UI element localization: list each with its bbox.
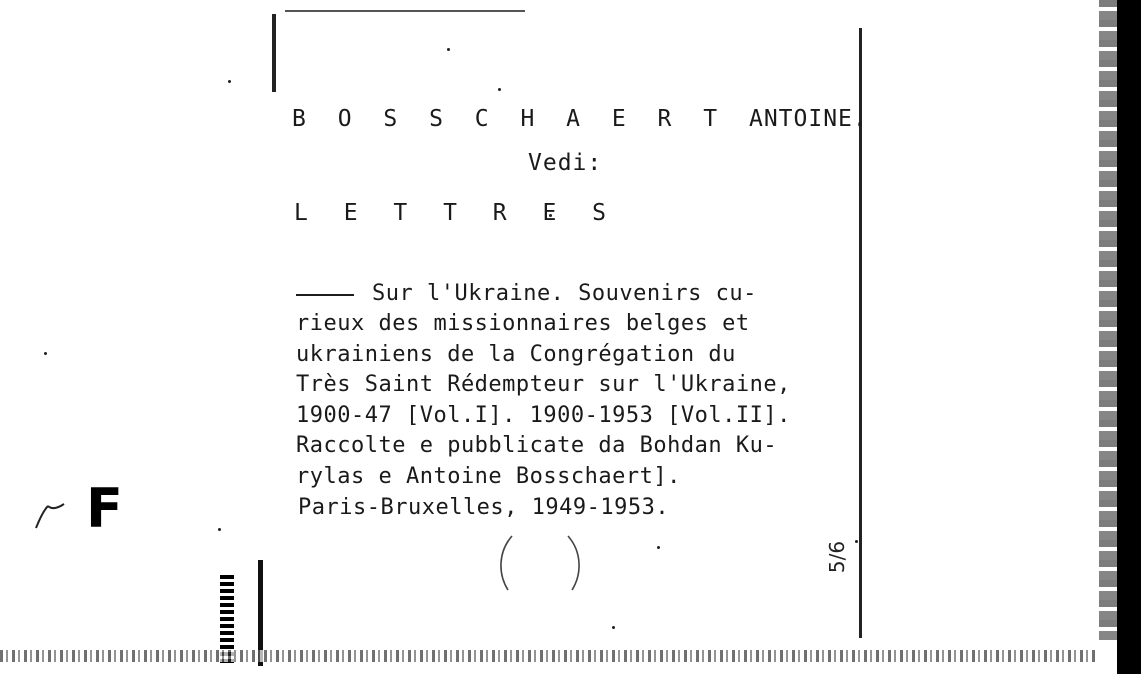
imprint-line: Paris-Bruxelles, 1949-1953. [298, 495, 670, 520]
scan-speck [498, 88, 501, 91]
card-edge-left [272, 14, 276, 92]
scan-speck [228, 80, 231, 83]
scan-edge-noise [1099, 0, 1117, 640]
see-also-label: Vedi: [528, 150, 603, 176]
card-heading [292, 106, 868, 132]
pencil-mark-icon [34, 500, 70, 530]
body-line: rylas e Antoine Bosschaert]. [296, 463, 681, 489]
heading-surname: B O S S C H A E R T [292, 106, 727, 132]
scan-speck [218, 528, 221, 531]
body-line: rieux des missionnaires belges et [296, 311, 750, 336]
heading-forename: ANTOINE. [748, 106, 868, 132]
body-line: Raccolte e pubblicate da Bohdan Ku- [296, 433, 778, 458]
body-line: 1900-47 [Vol.I]. 1900-1953 [Vol.II]. [296, 402, 791, 428]
body-line: ukrainiens de la Congrégation du [296, 341, 736, 367]
shelf-mark: 5/6 [825, 540, 849, 574]
scan-speck [657, 546, 660, 549]
punch-hole-icon [494, 530, 584, 594]
dash-rule [296, 294, 354, 296]
title-description [296, 248, 866, 492]
body-line: Sur l'Ukraine. Souvenirs cu- [372, 280, 757, 306]
scan-speck [612, 626, 615, 629]
scan-speck [44, 352, 47, 355]
scan-border-right [1117, 0, 1141, 674]
scan-speck [855, 540, 858, 543]
title-heading: L E T T R E S [294, 200, 618, 226]
scan-speck [447, 48, 450, 51]
body-line: Très Saint Rédempteur sur l'Ukraine, [296, 372, 791, 397]
scan-bottom-noise [0, 650, 1095, 662]
card-edge-top [285, 10, 525, 12]
drawer-tab-letter: F [86, 477, 123, 540]
